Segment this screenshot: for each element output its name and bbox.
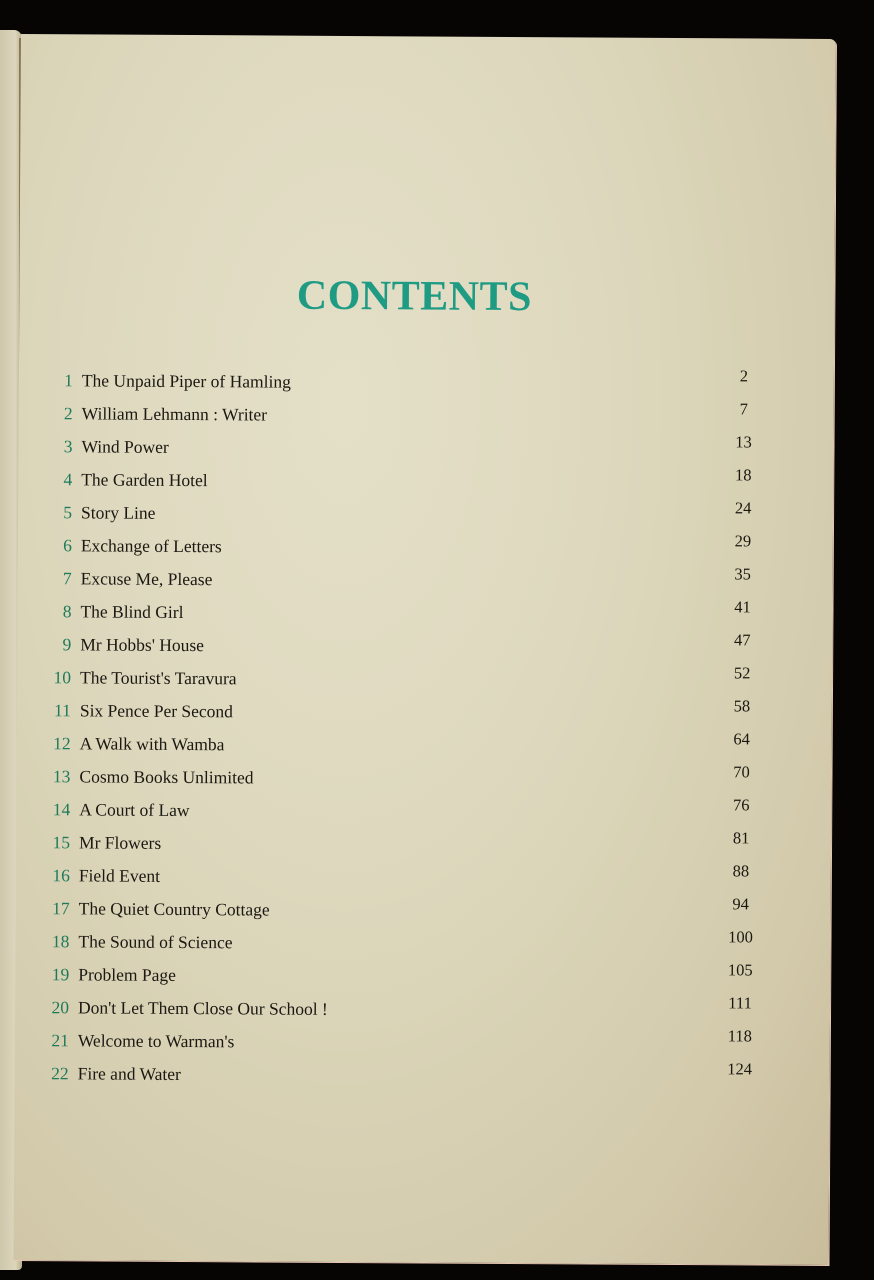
page-number: 70 — [733, 762, 750, 782]
chapter-number: 8 — [62, 601, 72, 622]
chapter-number: 13 — [52, 766, 71, 787]
page-number: 41 — [734, 597, 751, 617]
chapter-title: Mr Flowers — [79, 832, 162, 853]
page-number: 64 — [733, 729, 751, 749]
chapter-title: William Lehmann : Writer — [81, 403, 268, 425]
toc-entry — [47, 598, 767, 635]
page-number: 105 — [727, 960, 753, 980]
chapter-title: Fire and Water — [77, 1063, 181, 1084]
toc-entry — [48, 433, 768, 470]
chapter-title: The Quiet Country Cottage — [78, 898, 270, 920]
chapter-title: The Garden Hotel — [81, 469, 208, 491]
chapter-title: The Unpaid Piper of Hamling — [81, 370, 291, 392]
page-number: 58 — [733, 696, 751, 716]
page-number: 29 — [734, 531, 752, 551]
toc-entry — [46, 829, 766, 866]
chapter-title: The Blind Girl — [80, 601, 184, 623]
toc-entry — [47, 664, 767, 701]
toc-entry — [49, 367, 769, 404]
page-number: 2 — [739, 366, 749, 386]
chapter-number: 1 — [64, 370, 73, 391]
chapter-number: 21 — [51, 1030, 69, 1051]
toc-entry — [48, 565, 768, 602]
chapter-number: 14 — [52, 799, 71, 820]
toc-entry — [45, 1027, 765, 1064]
chapter-title: Wind Power — [81, 436, 169, 457]
page-number: 52 — [733, 663, 751, 683]
toc-entry — [46, 796, 766, 833]
chapter-number: 4 — [63, 469, 73, 490]
toc-entry — [46, 895, 766, 932]
chapter-number: 18 — [51, 931, 70, 952]
chapter-number: 19 — [51, 964, 70, 985]
chapter-number: 11 — [53, 700, 71, 721]
toc-entry — [47, 631, 767, 668]
chapter-number: 2 — [63, 403, 73, 424]
page-number: 47 — [734, 630, 751, 650]
table-of-contents — [45, 367, 769, 1097]
chapter-title: Excuse Me, Please — [80, 568, 213, 590]
chapter-number: 20 — [51, 997, 70, 1018]
chapter-title: Don't Let Them Close Our School ! — [77, 997, 328, 1019]
page-number: 100 — [728, 927, 753, 947]
chapter-title: Exchange of Letters — [80, 535, 222, 557]
toc-entry — [45, 928, 765, 965]
toc-entry — [47, 697, 767, 734]
chapter-title: Cosmo Books Unlimited — [79, 766, 254, 788]
page-number: 94 — [732, 894, 750, 914]
toc-entry — [48, 532, 768, 569]
chapter-number: 6 — [63, 535, 72, 556]
chapter-number: 7 — [62, 568, 72, 589]
chapter-number: 15 — [52, 832, 71, 853]
page-number: 24 — [734, 498, 752, 518]
chapter-title: A Walk with Wamba — [79, 733, 225, 755]
chapter-title: Mr Hobbs' House — [80, 634, 205, 656]
chapter-title: Field Event — [78, 865, 161, 886]
toc-entry — [45, 961, 765, 998]
toc-entry — [47, 730, 767, 767]
toc-entry — [48, 466, 768, 503]
page-number: 7 — [739, 399, 748, 419]
toc-entry — [49, 400, 769, 437]
toc-entry — [48, 499, 768, 536]
page-number: 13 — [735, 432, 752, 452]
toc-entry — [46, 763, 766, 800]
chapter-title: Welcome to Warman's — [77, 1030, 235, 1052]
page-number: 118 — [727, 1026, 753, 1046]
chapter-title: Six Pence Per Second — [79, 700, 234, 722]
contents-page — [14, 34, 836, 1265]
chapter-title: Story Line — [81, 502, 156, 523]
chapter-number: 9 — [62, 634, 72, 655]
chapter-number: 12 — [53, 733, 71, 754]
page-number: 111 — [728, 993, 752, 1013]
chapter-number: 3 — [63, 436, 73, 457]
page-number: 124 — [727, 1059, 753, 1079]
page-number: 81 — [732, 828, 750, 848]
chapter-title: A Court of Law — [79, 799, 190, 821]
page-number: 88 — [732, 861, 750, 881]
chapter-number: 5 — [63, 502, 73, 523]
toc-entry — [45, 994, 765, 1031]
chapter-number: 10 — [53, 667, 72, 688]
page-title: CONTENTS — [296, 272, 533, 321]
page-number: 18 — [735, 465, 752, 485]
chapter-number: 16 — [52, 865, 70, 886]
toc-entry — [46, 862, 766, 899]
page-number: 35 — [734, 564, 752, 584]
chapter-number: 22 — [51, 1063, 69, 1084]
page-number: 76 — [732, 795, 750, 815]
toc-entry — [45, 1060, 765, 1097]
chapter-number: 17 — [52, 898, 70, 919]
chapter-title: Problem Page — [78, 964, 177, 985]
chapter-title: The Sound of Science — [78, 931, 233, 953]
chapter-title: The Tourist's Taravura — [80, 667, 237, 689]
